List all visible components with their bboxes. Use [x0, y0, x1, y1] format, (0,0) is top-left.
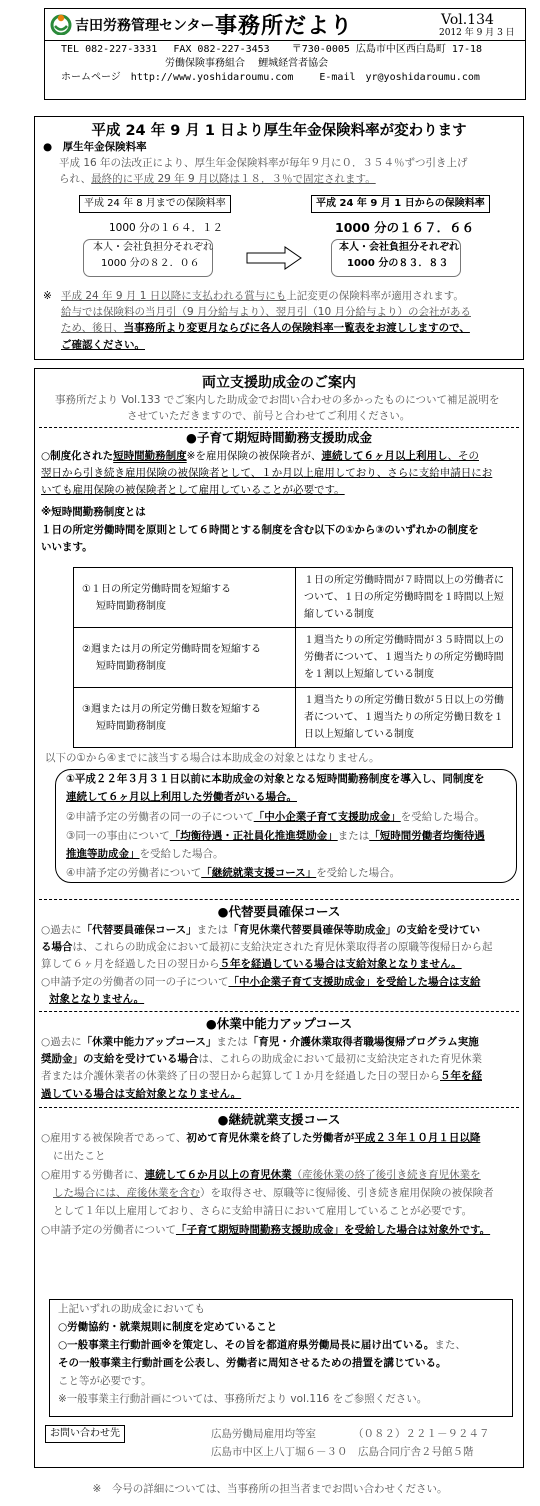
contact-label: お問い合わせ先	[45, 1425, 125, 1443]
summary-line-4: その一般事業主行動計画を公表し、労働者に周知させるための措置を講じている。	[58, 1357, 447, 1369]
old-share-value: 1000 分の８２．０６	[101, 258, 200, 269]
pension-note-3: ため、後日、当事務所より変更月ならびに各人の保険料率一覧表をお渡ししますので、	[61, 322, 470, 334]
summary-line-3: ○一般事業主行動計画※を策定し、その旨を都道府県労働局長に届け出ている。また、	[58, 1339, 466, 1351]
pension-note-2: 給与では保険料の当月引（9 月分給与より）、翌月引（10 月分給与より）の会社がある	[61, 306, 471, 318]
exclusion-1b: 連続して６ヶ月以上利用した労働者がいる場合。	[66, 791, 297, 803]
newsletter-header	[44, 8, 526, 100]
pension-title: 平成 24 年 9 月 1 日より厚生年金保険料率が変わります	[91, 123, 467, 139]
footer-note: ※ 今号の詳細については、当事務所の担当者までお問い合わせください。	[92, 1483, 448, 1495]
s2-para-1: ○過去に「代替要員確保コース」または「育児休業代替要員確保等助成金」の支給を受けてい	[41, 924, 481, 936]
s1-definition-1: １日の所定労働時間を原則として６時間とする制度を含む以下の①から③のいずれかの制度を	[41, 524, 479, 536]
s1-exclusion-box	[55, 769, 517, 883]
s1-exclusion-intro: 以下の①から④までに該当する場合は本助成金の対象とはなりません。	[45, 752, 380, 764]
org-name: 吉田労務管理センター	[75, 18, 215, 34]
pension-intro-1: 平成 16 年の法改正により、厚生年金保険料率が毎年９月に０．３５４％ずつ引き上げ	[59, 157, 468, 169]
new-rate-value: 1000 分の１６７．６６	[335, 220, 475, 235]
new-share-value: 1000 分の８３．８３	[347, 258, 449, 269]
table-cell: ②週または月の所定労働時間を短縮する 短時間勤務制度	[74, 628, 296, 688]
s2-title: ●代替要員確保コース	[217, 904, 341, 919]
summary-line-6: ※一般事業主行動計画については、事務所だより vol.116 をご参照ください。	[58, 1393, 428, 1405]
s1-title: ●子育て期短時間勤務支援助成金	[186, 430, 372, 445]
header-title-row	[45, 9, 525, 41]
exclusion-1a: ①平成２２年３月３１日以前に本助成金の対象となる短時間勤務制度を導入し、同制度を	[66, 773, 485, 785]
newsletter-title: 事務所だより	[215, 14, 354, 39]
exclusion-3b: 推進等助成金」を受給した場合。	[66, 848, 224, 860]
s4-para-1: ○雇用する被保険者であって、初めて育児休業を終了した労働者が平成２３年１０月１日以降	[41, 1132, 481, 1144]
summary-line-5: こと等が必要です。	[58, 1375, 152, 1387]
s4-para-6: ○申請予定の労働者について「子育て期短時間勤務支援助成金」を受給した場合は対象外です。	[41, 1224, 491, 1236]
section-divider	[39, 427, 519, 428]
s4-para-2: に出たこと	[53, 1150, 106, 1162]
contact-phone: （０８２）２２１－９２４７	[353, 1428, 490, 1440]
subsidy-intro-2: させていただきますので、前号と合わせてご利用ください。	[127, 410, 411, 422]
old-share-label: 本人・会社負担分それぞれ	[93, 242, 213, 253]
s1-para-3: いても雇用保険の被保険者として雇用していることが必要です。	[41, 484, 345, 496]
summary-line-2: ○労働協約・就業規則に制度を定めていること	[58, 1321, 278, 1333]
summary-line-1: 上記いずれの助成金においても	[58, 1303, 205, 1315]
subsidy-title: 両立支援助成金のご案内	[202, 375, 356, 391]
table-cell: ①１日の所定労働時間を短縮する 短時間勤務制度	[74, 568, 296, 628]
s3-para-3: 者または介護休業者の休業終了日の翌日から起算して１か月を経過した日の翌日から５年を経	[41, 1070, 482, 1082]
section-divider	[39, 1011, 519, 1012]
common-requirements-box	[49, 1299, 513, 1417]
s4-para-4: した場合には、産後休業を含む）を取得させ、原職等に復帰後、引き続き雇用保険の被保険者	[53, 1187, 494, 1199]
contact-office: 広島労働局雇用均等室	[211, 1428, 316, 1440]
s4-para-5: として１年以上雇用しており、さらに支給申請日において雇用していることが必要です。	[53, 1205, 473, 1217]
exclusion-4: ④申請予定の労働者について「継続就業支援コース」を受給した場合。	[66, 867, 401, 879]
table-cell: １週当たりの所定労働時間が３５時間以上の 労働者について、１週当たりの所定労働時間 を１割以上短縮している制度	[296, 628, 513, 688]
contact-address: 広島市中区上八丁堀６－３０ 広島合同庁舎２号館５階	[211, 1446, 474, 1458]
pension-note-1: 平成 24 年 9 月 1 日以降に支払われる賞与にも上記変更の保険料率が適用されます。	[61, 290, 464, 302]
association-names: 労働保険事務組合 鯉城経営者協会	[165, 58, 329, 69]
old-rate-value: 1000 分の１６４．１２	[109, 222, 224, 234]
tel-fax-address: TEL 082-227-3331 FAX 082-227-3453 〒730-0005 広島市中区西白島町 17-18	[61, 44, 483, 55]
new-share-label: 本人・会社負担分それぞれ	[339, 242, 459, 253]
s3-para-4: 過している場合は支給対象となりません。	[41, 1088, 242, 1100]
s2-para-5: 対象となりません。	[49, 993, 145, 1005]
issue-date: 2012 年 9 月 3 日	[439, 28, 515, 38]
table-row	[74, 568, 513, 628]
table-cell: １日の所定労働時間が７時間以上の労働者に ついて、１日の所定労働時間を１時間以上短 縮している制度	[296, 568, 513, 628]
new-rate-label: 平成 24 年 9 月 1 日からの保険料率	[311, 195, 490, 213]
s3-para-1: ○過去に「休業中能力アップコース」または「育児・介護休業取得者職場復帰プログラム実施	[41, 1036, 479, 1048]
table-cell: １週当たりの所定労働日数が５日以上の労働 者について、１週当たりの所定労働日数を１ 日以上短縮している制度	[296, 688, 513, 748]
s4-title: ●継続就業支援コース	[217, 1112, 341, 1127]
volume-number: Vol.134	[441, 12, 494, 28]
s1-definition-2: いいます。	[41, 541, 93, 553]
s3-para-2: 奨励金」の支給を受けている場合は、これらの助成金において最初に支給決定された育児休業	[41, 1053, 482, 1065]
s1-para-1: ○制度化された短時間勤務制度※を雇用保険の被保険者が、連続して６ヶ月以上利用し、その	[41, 450, 479, 462]
s4-para-3: ○雇用する労働者に、連続して６か月以上の育児休業（産後休業の終了後引き続き育児休業を	[41, 1169, 481, 1181]
table-row	[74, 688, 513, 748]
pension-subheading: ● 厚生年金保険料率	[43, 141, 147, 153]
s1-para-2: 翌日から引き続き雇用保険の被保険者として、１か月以上雇用しており、さらに支給申請日にお	[41, 467, 493, 479]
pension-note-4: ご確認ください。	[61, 339, 145, 351]
pension-rate-section	[34, 116, 524, 360]
web-email-line[interactable]: ホームページ http://www.yoshidaroumu.com E-mail yr@yoshidaroumu.com	[61, 72, 480, 83]
short-time-systems-table	[73, 567, 513, 748]
subsidy-intro-1: 事務所だより Vol.133 でご案内した助成金でお問い合わせの多かったものについて補足説明を	[55, 394, 500, 406]
table-cell: ③週または月の所定労働日数を短縮する 短時間勤務制度	[74, 688, 296, 748]
company-logo-icon	[50, 13, 72, 35]
s2-para-4: ○申請予定の労働者の同一の子について「中小企業子育て支援助成金」を受給した場合は支給	[41, 976, 481, 988]
table-row	[74, 628, 513, 688]
section-divider	[39, 1107, 519, 1108]
s3-title: ●休業中能力アップコース	[205, 1016, 353, 1031]
old-rate-label: 平成 24 年 8 月までの保険料率	[79, 195, 231, 213]
s2-para-2: る場合は、これらの助成金において最初に支給決定された育児休業取得者の原職等復帰日から起	[41, 941, 493, 953]
section-divider	[39, 899, 519, 900]
s2-para-3: 算して６ヶ月を経過した日の翌日から５年を経過している場合は支給対象となりません。	[41, 958, 462, 970]
pension-note-mark: ※	[43, 290, 52, 302]
exclusion-3a: ③同一の事由について「均衡待遇・正社員化推進奨励金」または「短時間労働者均衡待遇	[66, 830, 485, 842]
pension-intro-2: られ、最終的に平成 29 年 9 月以降は１８．３％で固定されます。	[59, 173, 376, 185]
contact-info	[45, 41, 525, 85]
s1-definition-title: ※短時間勤務制度とは	[41, 506, 146, 518]
subsidy-section	[34, 368, 524, 1468]
arrow-right-icon	[245, 245, 303, 271]
exclusion-2: ②申請予定の労働者の同一の子について「中小企業子育て支援助成金」を受給した場合。	[66, 811, 485, 823]
